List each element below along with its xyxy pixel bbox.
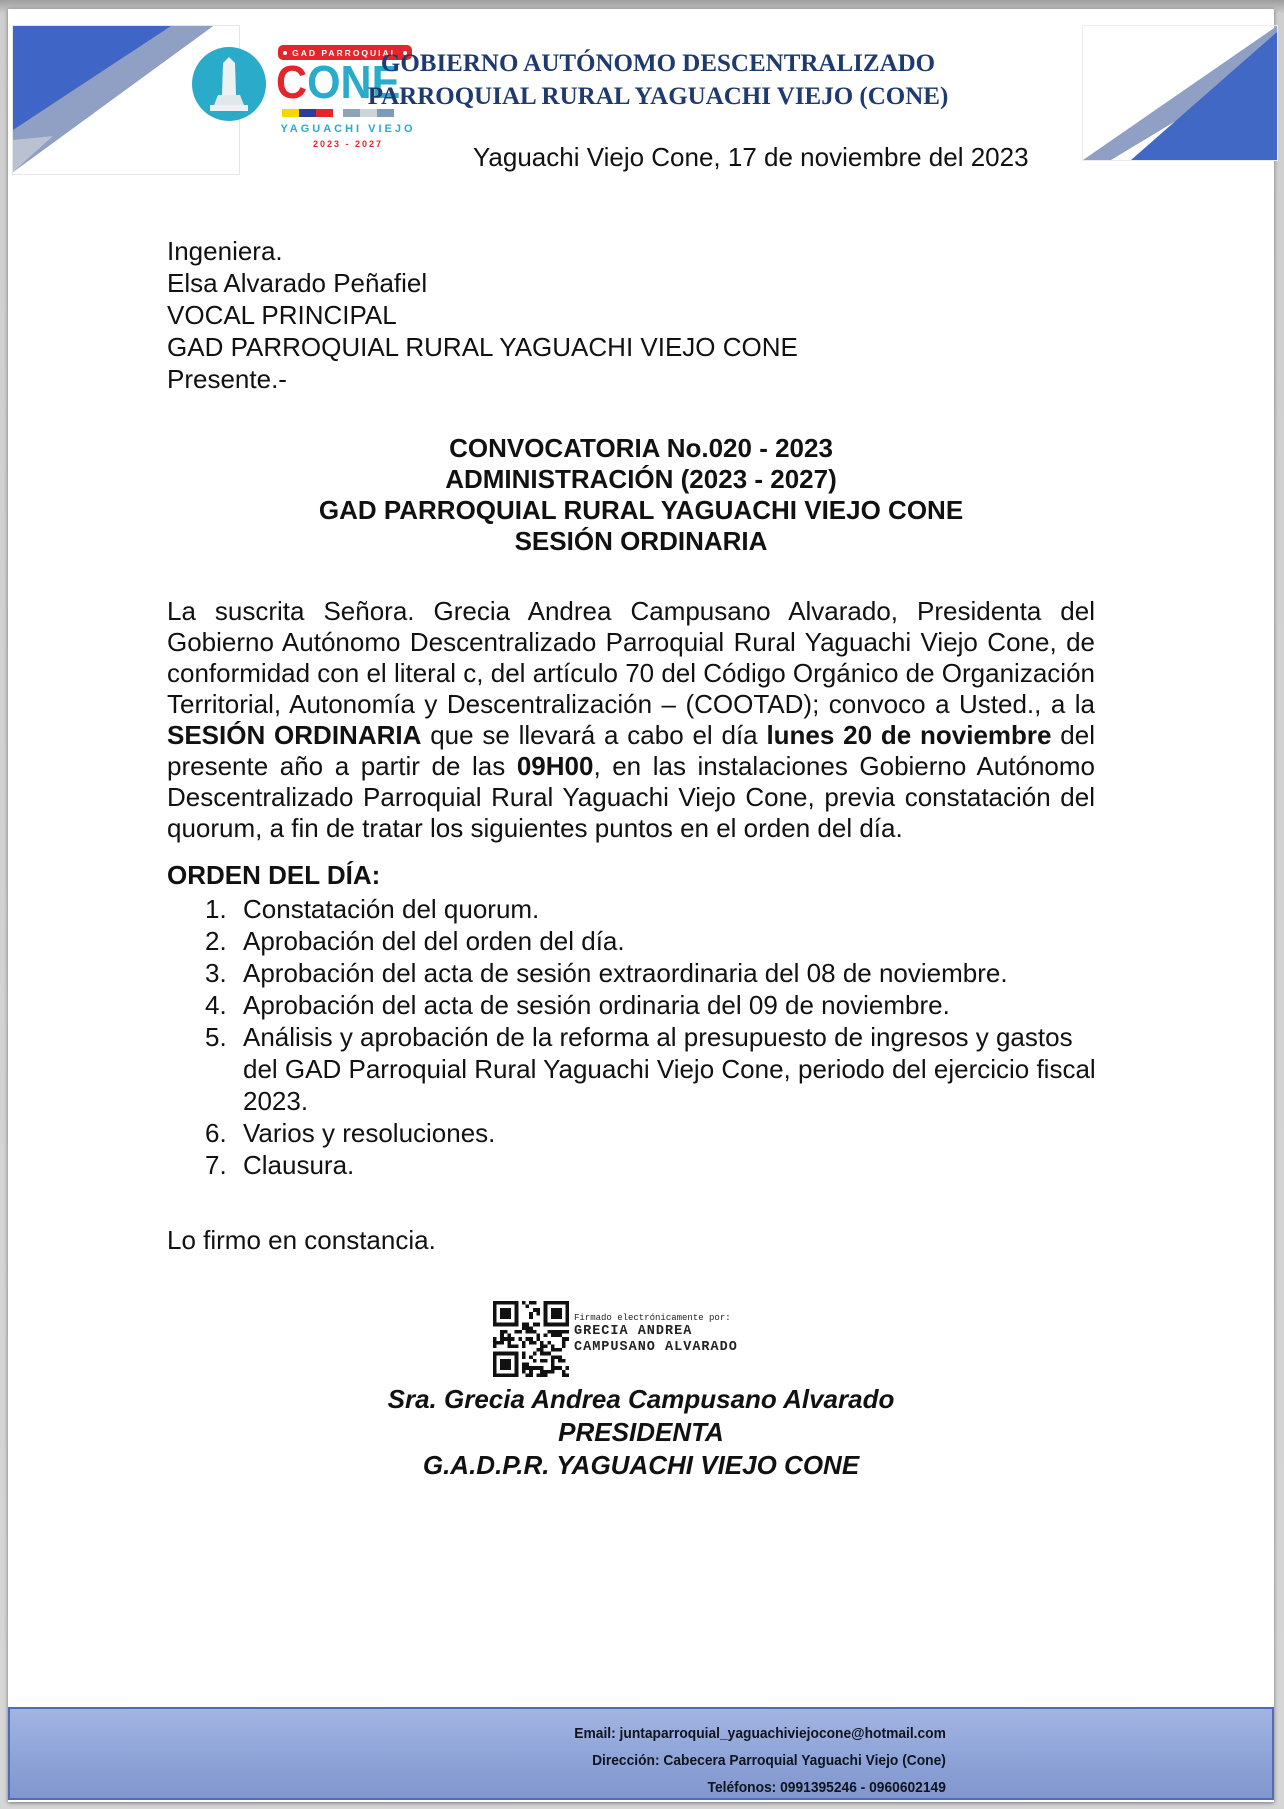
addressee-present: Presente.- [167, 364, 287, 394]
list-item-text: Constatación del quorum. [243, 894, 540, 924]
addressee-role: VOCAL PRINCIPAL [167, 300, 397, 330]
logo-wordmark-one: ONE [307, 56, 401, 109]
list-item [205, 925, 1105, 957]
list-item-number: 3. [205, 958, 227, 988]
convocatoria-title-block [8, 433, 1274, 557]
addressee-block [167, 235, 798, 395]
digital-signature-note: Firmado electrónicamente por: [574, 1313, 731, 1323]
orden-del-dia-heading: ORDEN DEL DÍA: [167, 860, 381, 890]
list-item [205, 957, 1105, 989]
footer-address: Dirección: Cabecera Parroquial Yaguachi Viejo (Cone) [592, 1752, 946, 1769]
footer-phones: Teléfonos: 0991395246 - 0960602149 [707, 1779, 946, 1796]
list-item-text: Análisis y aprobación de la reforma al presupuesto de ingresos y gastos del GAD Parroquial Rural Yaguachi Viejo Cone, periodo del ejercicio fiscal 2023. [243, 1022, 1096, 1116]
org-title [338, 47, 978, 113]
list-item [205, 989, 1105, 1021]
closing-line: Lo firmo en constancia. [167, 1225, 436, 1255]
date-line: Yaguachi Viejo Cone, 17 de noviembre del 2023 [473, 142, 1029, 172]
orden-del-dia-list [205, 893, 1105, 1181]
list-item [205, 1117, 1105, 1149]
signature-block [8, 1383, 1274, 1482]
footer-band [8, 1707, 1274, 1800]
gad-name: GAD PARROQUIAL RURAL YAGUACHI VIEJO CONE [318, 495, 964, 525]
list-item-number: 5. [205, 1022, 227, 1052]
qr-signature-image [492, 1301, 570, 1377]
list-item-text: Aprobación del acta de sesión extraordinaria del 08 de noviembre. [243, 958, 1008, 988]
logo-wordmark-c: C [276, 56, 308, 109]
list-item [205, 893, 1105, 925]
signature-name: Sra. Grecia Andrea Campusano Alvarado [387, 1384, 895, 1414]
banner-dot-icon [283, 51, 287, 55]
logo-period: 2023 - 2027 [312, 139, 384, 149]
org-title-line1: GOBIERNO AUTÓNOMO DESCENTRALIZADO [380, 50, 936, 77]
logo-subtitle: YAGUACHI VIEJO [280, 123, 416, 135]
list-item-number: 6. [205, 1118, 227, 1148]
logo-banner-text: GAD PARROQUIAL [292, 47, 398, 58]
flag-bar [316, 109, 333, 117]
org-title-line2: PARROQUIAL RURAL YAGUACHI VIEJO (CONE) [367, 83, 949, 110]
signature-org: G.A.D.P.R. YAGUACHI VIEJO CONE [422, 1450, 860, 1480]
monument-icon [192, 47, 266, 121]
digital-signature-text [574, 1313, 738, 1356]
convocatoria-number: CONVOCATORIA No.020 - 2023 [449, 433, 833, 463]
addressee-org: GAD PARROQUIAL RURAL YAGUACHI VIEJO CONE [167, 332, 798, 362]
body-paragraph: La suscrita Señora. Grecia Andrea Campusano Alvarado, Presidenta del Gobierno Autónomo Descentralizado Parroquial Rural Yaguachi Viejo Cone, de conformidad con el literal c, del artículo 70 del Código Orgánico de Organización Territorial, Autonomía y Descentralización – (COOTAD); convoco a Usted., a la SESIÓN ORDINARIA que se llevará a cabo el día lunes 20 de noviembre del presente año a partir de las 09H00, en las instalaciones Gobierno Autónomo Descentralizado Parroquial Rural Yaguachi Viejo Cone, previa constatación del quorum, a fin de tratar los siguientes puntos en el orden del día. [167, 596, 1095, 843]
addressee-name: Elsa Alvarado Peñafiel [167, 268, 428, 298]
digital-signature-name-line1: GRECIA ANDREA [574, 1324, 693, 1339]
top-right-corner-decoration [1082, 25, 1278, 161]
flag-bar [282, 109, 299, 117]
document-page [8, 9, 1274, 1802]
flag-bar [299, 109, 316, 117]
signature-role: PRESIDENTA [558, 1417, 724, 1447]
administration-period: ADMINISTRACIÓN (2023 - 2027) [445, 464, 837, 494]
list-item-text: Aprobación del del orden del día. [243, 926, 625, 956]
list-item [205, 1021, 1105, 1117]
list-item-number: 2. [205, 926, 227, 956]
digital-signature-name-line2: CAMPUSANO ALVARADO [574, 1340, 738, 1355]
addressee-salutation: Ingeniera. [167, 236, 283, 266]
list-item [205, 1149, 1105, 1181]
session-type: SESIÓN ORDINARIA [514, 526, 768, 556]
footer-contact-block [574, 1720, 946, 1801]
footer-email: Email: juntaparroquial_yaguachiviejocone@hotmail.com [574, 1725, 946, 1742]
blue-triangles-graphic [1083, 26, 1277, 160]
list-item-number: 4. [205, 990, 227, 1020]
list-item-text: Clausura. [243, 1150, 355, 1180]
list-item-text: Varios y resoluciones. [243, 1118, 496, 1148]
list-item-number: 1. [205, 894, 227, 924]
list-item-text: Aprobación del acta de sesión ordinaria del 09 de noviembre. [243, 990, 950, 1020]
list-item-number: 7. [205, 1150, 227, 1180]
